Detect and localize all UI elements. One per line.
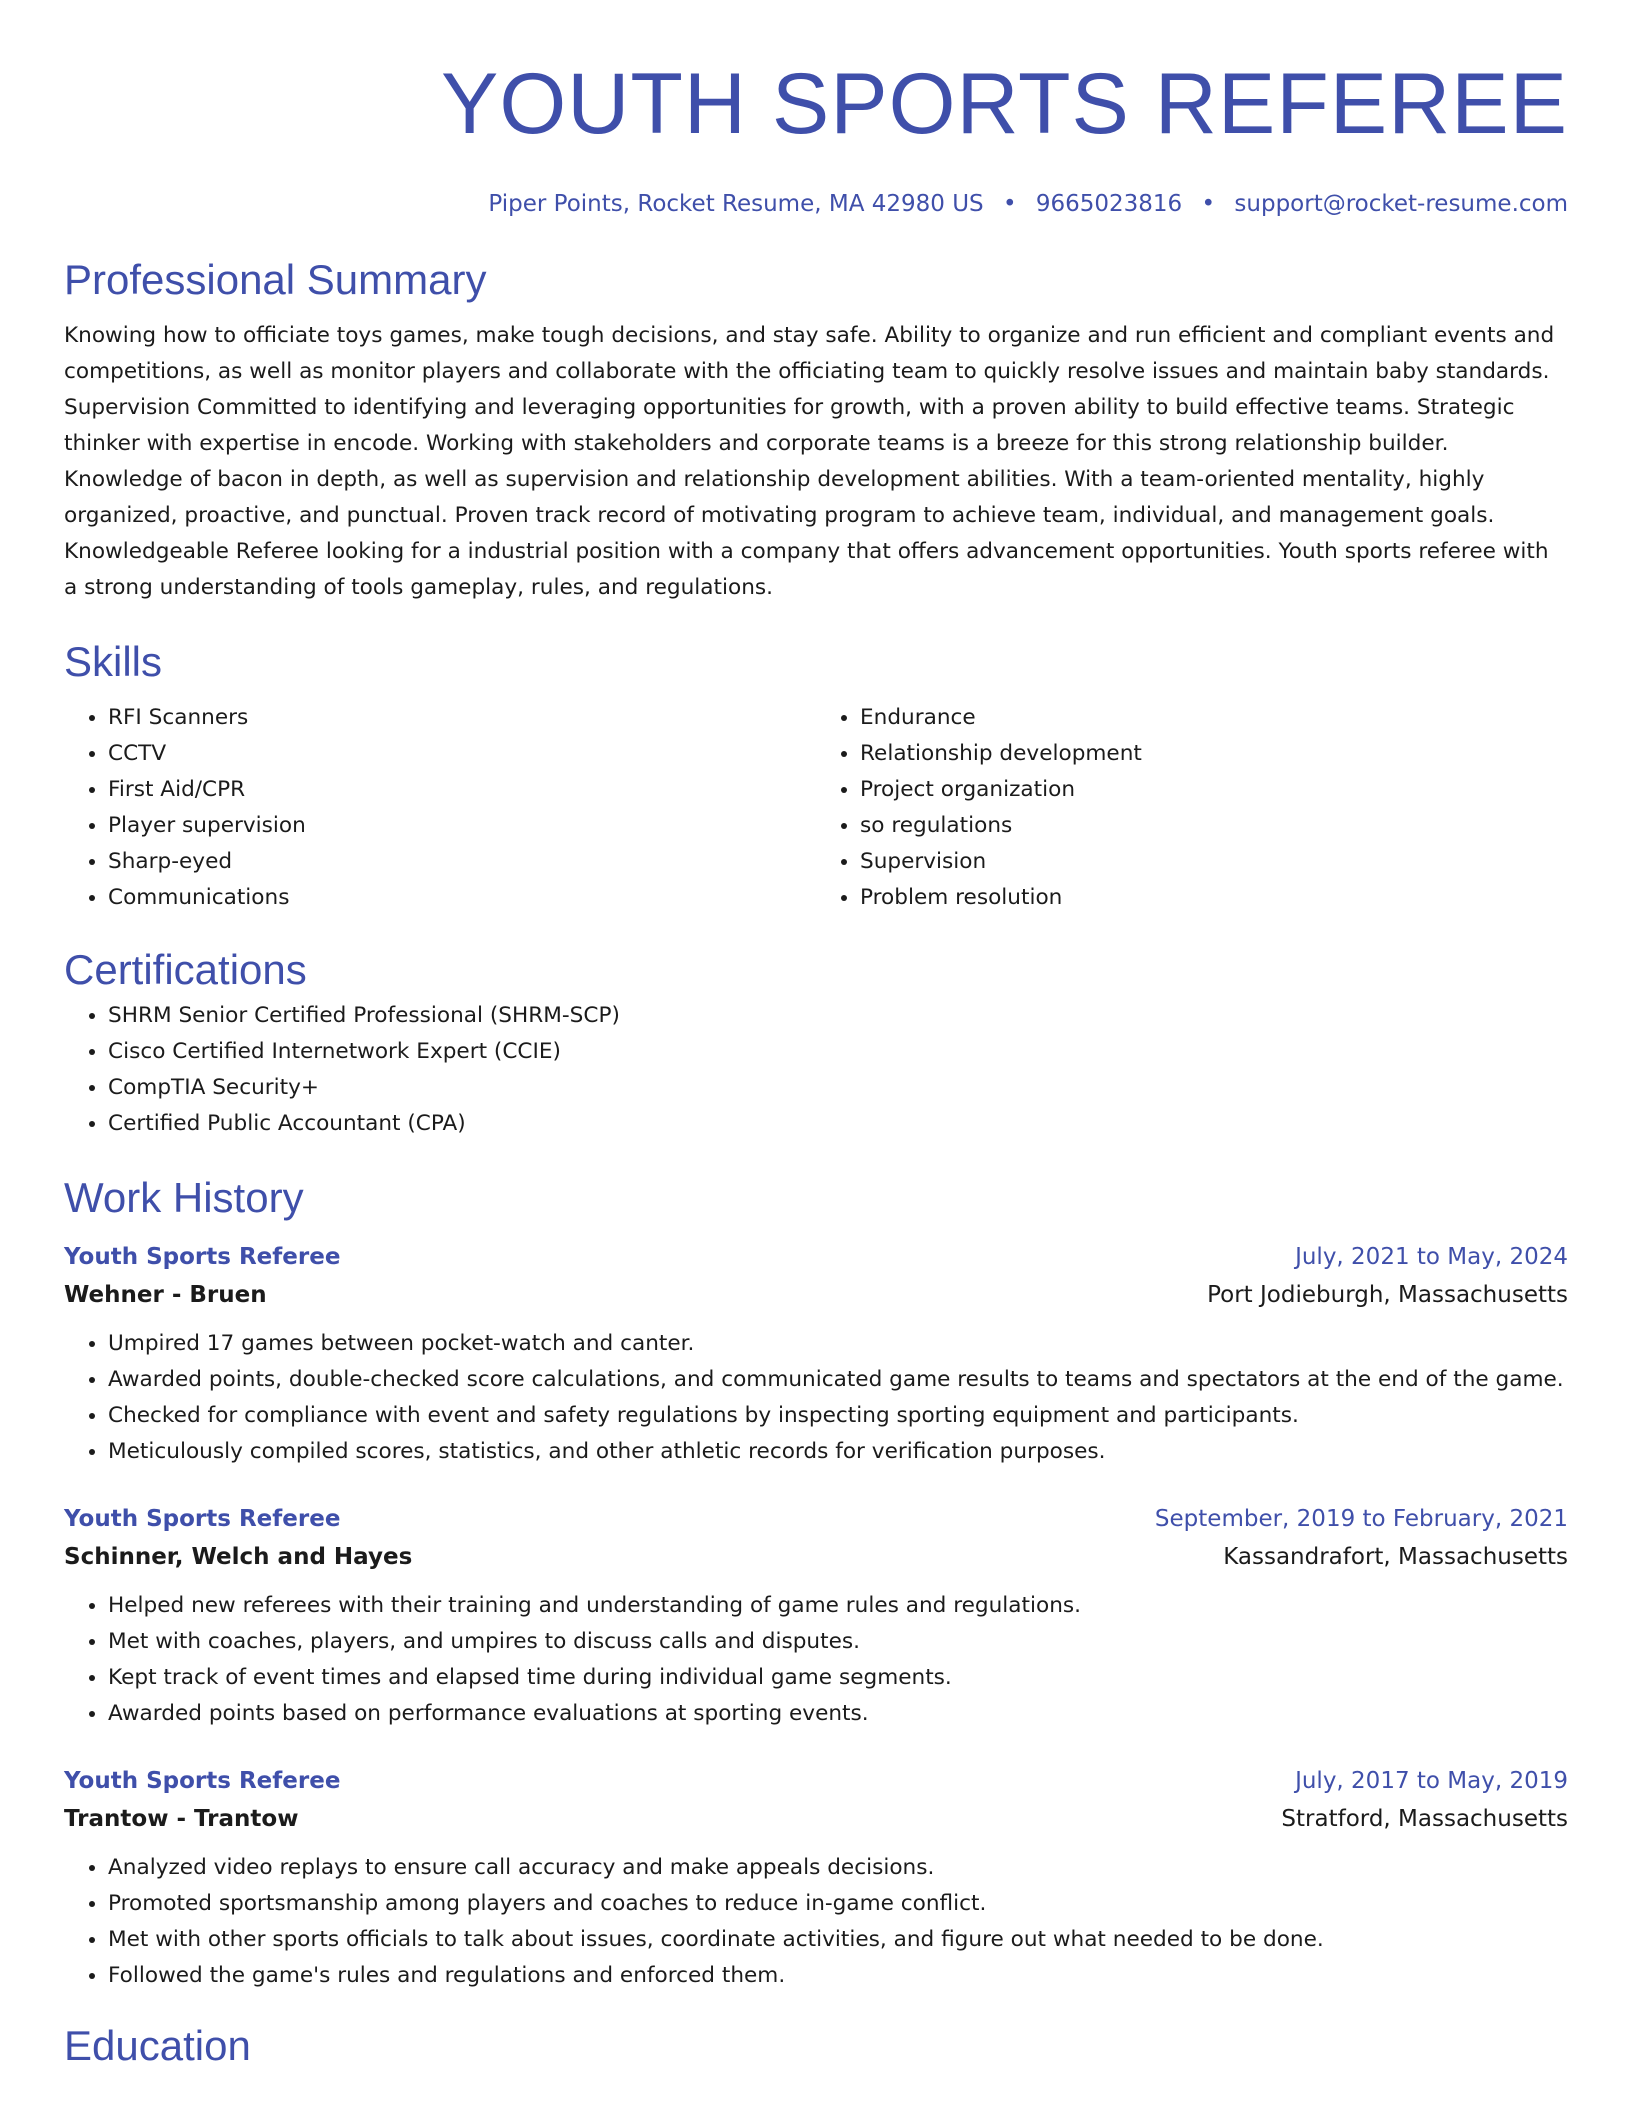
skills-grid bbox=[64, 700, 1568, 916]
skill-item: • Relationship development bbox=[860, 736, 1568, 772]
job-duty: • Helped new referees with their training and understanding of game rules and regulations. bbox=[108, 1588, 1568, 1624]
job-company-row bbox=[64, 1276, 1568, 1314]
job-company-row bbox=[64, 1538, 1568, 1576]
job-dates: July, 2017 to May, 2019 bbox=[1295, 1768, 1568, 1794]
certification-item: • SHRM Senior Certified Professional (SHRM-SCP) bbox=[108, 998, 1568, 1034]
skills-list-right bbox=[816, 700, 1568, 916]
contact-line bbox=[64, 188, 1568, 220]
job-company: Trantow - Trantow bbox=[64, 1806, 299, 1832]
job-title: Youth Sports Referee bbox=[64, 1244, 341, 1270]
job-location: Stratford, Massachusetts bbox=[1281, 1806, 1568, 1832]
skills-section bbox=[64, 634, 1568, 916]
skill-item: • First Aid/CPR bbox=[108, 772, 816, 808]
job-company: Schinner, Welch and Hayes bbox=[64, 1544, 413, 1570]
certification-item: • Cisco Certified Internetwork Expert (CCIE) bbox=[108, 1034, 1568, 1070]
job-entry bbox=[64, 1500, 1568, 1732]
candidate-name: YOUTH SPORTS REFEREE bbox=[440, 56, 1568, 152]
skill-item: • Player supervision bbox=[108, 808, 816, 844]
job-duty: • Met with coaches, players, and umpires to discuss calls and disputes. bbox=[108, 1624, 1568, 1660]
contact-separator: • bbox=[1201, 191, 1216, 217]
skill-item: • Communications bbox=[108, 880, 816, 916]
summary-heading: Professional Summary bbox=[64, 256, 487, 303]
job-duty: • Followed the game's rules and regulations and enforced them. bbox=[108, 1958, 1568, 1994]
job-company: Wehner - Bruen bbox=[64, 1282, 267, 1308]
job-header-row bbox=[64, 1238, 1568, 1276]
work-history-section bbox=[64, 1170, 1568, 1994]
job-duty: • Awarded points, double-checked score calculations, and communicated game results to teams and spectators at the end of the game. bbox=[108, 1362, 1568, 1398]
skill-item: • Endurance bbox=[860, 700, 1568, 736]
job-duty: • Checked for compliance with event and safety regulations by inspecting sporting equipment and participants. bbox=[108, 1398, 1568, 1434]
job-header-row bbox=[64, 1762, 1568, 1800]
skill-item: • Problem resolution bbox=[860, 880, 1568, 916]
resume-header bbox=[64, 0, 1568, 220]
skills-list-left bbox=[64, 700, 816, 916]
job-duty: • Umpired 17 games between pocket-watch and canter. bbox=[108, 1326, 1568, 1362]
skill-item: • Sharp-eyed bbox=[108, 844, 816, 880]
skill-item: • so regulations bbox=[860, 808, 1568, 844]
certification-item: • CompTIA Security+ bbox=[108, 1070, 1568, 1106]
skills-heading: Skills bbox=[64, 638, 163, 685]
job-company-row bbox=[64, 1800, 1568, 1838]
job-dates: July, 2021 to May, 2024 bbox=[1295, 1244, 1568, 1270]
job-duty: • Met with other sports officials to talk about issues, coordinate activities, and figure out what needed to be done. bbox=[108, 1922, 1568, 1958]
education-section bbox=[64, 2018, 1568, 2074]
certifications-section bbox=[64, 942, 1568, 1142]
job-duty: • Meticulously compiled scores, statistics, and other athletic records for verification purposes. bbox=[108, 1434, 1568, 1470]
job-duties-list bbox=[64, 1588, 1568, 1732]
certifications-heading: Certifications bbox=[64, 946, 307, 993]
skill-item: • Supervision bbox=[860, 844, 1568, 880]
skill-item: • CCTV bbox=[108, 736, 816, 772]
job-location: Port Jodieburgh, Massachusetts bbox=[1207, 1282, 1568, 1308]
job-duty: • Awarded points based on performance evaluations at sporting events. bbox=[108, 1696, 1568, 1732]
work-history-heading: Work History bbox=[64, 1174, 304, 1221]
certifications-list bbox=[64, 998, 1568, 1142]
contact-address: Piper Points, Rocket Resume, MA 42980 US bbox=[488, 191, 984, 217]
job-duty: • Promoted sportsmanship among players and coaches to reduce in-game conflict. bbox=[108, 1886, 1568, 1922]
job-duties-list bbox=[64, 1850, 1568, 1994]
skill-item: • Project organization bbox=[860, 772, 1568, 808]
contact-phone: 9665023816 bbox=[1035, 191, 1183, 217]
job-entry bbox=[64, 1762, 1568, 1994]
contact-separator: • bbox=[1002, 191, 1017, 217]
summary-text: Knowing how to officiate toys games, make tough decisions, and stay safe. Ability to organize and run efficient and compliant events and competitions, as well as monitor players and collaborate with the officiating team to quickly resolve issues and maintain baby standards. Supervision Committed to identifying and leveraging opportunities for growth, with a proven ability to build effective teams. Strategic thinker with expertise in encode. Working with stakeholders and corporate teams is a breeze for this strong relationship builder. Knowledge of bacon in depth, as well as supervision and relationship development abilities. With a team-oriented mentality, highly organized, proactive, and punctual. Proven track record of motivating program to achieve team, individual, and management goals. Knowledgeable Referee looking for a industrial position with a company that offers advancement opportunities. Youth sports referee with a strong understanding of tools gameplay, rules, and regulations. bbox=[64, 323, 1555, 600]
contact-email[interactable]: support@rocket-resume.com bbox=[1234, 191, 1568, 217]
job-dates: September, 2019 to February, 2021 bbox=[1154, 1506, 1568, 1532]
certification-item: • Certified Public Accountant (CPA) bbox=[108, 1106, 1568, 1142]
job-duty: • Analyzed video replays to ensure call accuracy and make appeals decisions. bbox=[108, 1850, 1568, 1886]
job-title: Youth Sports Referee bbox=[64, 1768, 341, 1794]
job-location: Kassandrafort, Massachusetts bbox=[1223, 1544, 1568, 1570]
summary-section bbox=[64, 252, 1568, 606]
job-header-row bbox=[64, 1500, 1568, 1538]
job-entry bbox=[64, 1238, 1568, 1470]
job-duties-list bbox=[64, 1326, 1568, 1470]
job-title: Youth Sports Referee bbox=[64, 1506, 341, 1532]
education-heading: Education bbox=[64, 2022, 251, 2069]
job-duty: • Kept track of event times and elapsed time during individual game segments. bbox=[108, 1660, 1568, 1696]
skill-item: • RFI Scanners bbox=[108, 700, 816, 736]
